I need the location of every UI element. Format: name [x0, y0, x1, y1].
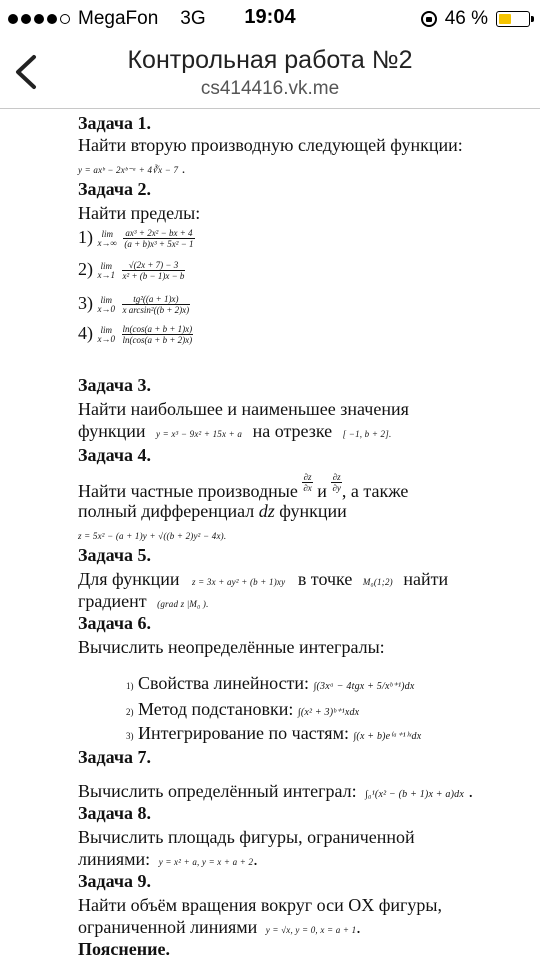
limit-operator [98, 296, 116, 314]
limit-item [78, 322, 193, 345]
integral-formula: ∫(x² + 3)ᵇ⁺¹xdx [297, 707, 360, 718]
lim-label: lim [100, 260, 112, 271]
lim-approach: x→0 [97, 303, 115, 314]
denominator: x² + (b − 1)x − b [122, 271, 185, 282]
status-bar [0, 0, 540, 36]
limit-fraction [122, 260, 186, 281]
orientation-lock-icon [421, 11, 437, 27]
integral-number: 2) [126, 707, 134, 717]
limit-item [78, 258, 185, 281]
task-4-text-part: Найти частные производные [78, 481, 298, 501]
task-8-formula: y = x² + a, y = x + a + 2 [158, 857, 254, 867]
task-5-point: M₀(1;2) [362, 577, 393, 587]
navigation-bar [0, 36, 540, 109]
task-1-formula: y = axᵇ − 2xᵇ⁻ᵃ + 4∛x − 7 [78, 165, 179, 175]
task-6-text: Вычислить неопределённые интегралы: [78, 637, 385, 657]
denominator: ∂x [303, 483, 312, 493]
battery-icon [496, 11, 530, 27]
task-3-line [78, 420, 391, 445]
integral-formula: ∫(x + b)e⁽ᵃ⁺¹⁾ˣdx [353, 731, 422, 742]
task-9-text: Найти объём вращения вокруг оси OX фигуры, [78, 895, 443, 915]
task-4-text-part: , а также [341, 481, 409, 501]
carrier-name: MegaFon [78, 8, 159, 29]
task-6-heading: Задача 6. [78, 613, 152, 633]
task-7-formula: ∫₀¹(x² − (b + 1)x + a)dx [365, 789, 465, 800]
task-7-heading: Задача 7. [78, 747, 152, 767]
numerator: ∂z [332, 472, 341, 482]
lim-approach: x→0 [97, 333, 115, 344]
lim-label: lim [100, 294, 112, 305]
limit-operator [98, 326, 116, 344]
lim-label: lim [101, 228, 113, 239]
network-type: 3G [180, 8, 206, 29]
task-4-dz: dz [258, 501, 275, 521]
page-title: Контрольная работа №2 [127, 46, 413, 74]
battery-percent: 46 % [444, 8, 488, 29]
task-3-formula: y = x³ − 9x² + 15x + a [156, 429, 243, 439]
integral-number: 1) [126, 681, 134, 691]
limit-fraction [122, 324, 194, 345]
partial-derivative-y [331, 472, 341, 493]
numerator: ax³ + 2x² − bx + 4 [125, 228, 193, 239]
task-3-text-part: на отрезке [252, 421, 333, 441]
numerator: tg²((a + 1)x) [122, 294, 191, 305]
task-8-end: . [253, 849, 258, 869]
limit-number: 2) [78, 259, 93, 279]
integral-item [126, 698, 359, 724]
denominator: x arcsin²((b + 2)x) [122, 305, 190, 316]
task-5-text-part: в точке [297, 569, 353, 589]
task-7-end: . [468, 781, 474, 801]
clock: 19:04 [244, 6, 296, 28]
numerator: √(2x + 7) − 3 [122, 260, 186, 271]
lim-label: lim [100, 324, 112, 335]
task-5-heading: Задача 5. [78, 545, 152, 565]
limit-operator [98, 262, 116, 280]
task-9-end: . [356, 917, 361, 937]
task-1-text: Найти вторую производную следующей функции: [78, 135, 463, 155]
task-4-text-part: и [317, 481, 327, 501]
task-4-heading: Задача 4. [78, 445, 152, 465]
lim-approach: x→1 [97, 269, 115, 280]
integral-item [126, 722, 421, 748]
task-5-text-part: найти [403, 569, 449, 589]
integral-label: Метод подстановки: [138, 699, 294, 719]
task-3-interval: [ −1, b + 2]. [342, 429, 392, 439]
task-5-text-part: Для функции [78, 569, 180, 589]
denominator: (a + b)x³ + 5x² − 1 [124, 239, 194, 250]
integral-label: Интегрирование по частям: [138, 723, 349, 743]
numerator: ∂z [303, 472, 312, 482]
limit-number: 1) [78, 227, 93, 247]
limit-item [78, 226, 195, 249]
integral-item [126, 672, 415, 698]
task-5-gradient: (grad z |M₀ ). [157, 599, 209, 609]
task-3-text: Найти наибольшее и наименьшее значения [78, 399, 409, 419]
task-5-formula: z = 3x + ay² + (b + 1)xy [192, 577, 286, 587]
status-right [421, 8, 530, 30]
task-4-text-part: полный дифференциал [78, 501, 255, 521]
limit-number: 3) [78, 293, 93, 313]
task-9-heading: Задача 9. [78, 871, 152, 891]
integral-formula: ∫(3xᵃ − 4tgx + 5/xᵇ⁺¹)dx [313, 681, 415, 692]
task-8-heading: Задача 8. [78, 803, 152, 823]
task-1-heading: Задача 1. [78, 113, 152, 133]
numerator: ln(cos(a + b + 1)x) [122, 324, 193, 335]
integral-number: 3) [126, 731, 134, 741]
task-4-formula: z = 5x² − (a + 1)y + √((b + 2)y² − 4x). [78, 531, 227, 541]
limit-fraction [123, 228, 194, 249]
task-8-text: Вычислить площадь фигуры, ограниченной [78, 827, 415, 847]
limit-number: 4) [78, 323, 93, 343]
task-8-text-part: линиями: [78, 849, 151, 869]
task-3-text-part: функции [78, 421, 146, 441]
task-1-formula-row: y = axᵇ − 2xᵇ⁻ᵃ + 4∛x − 7 . [78, 162, 186, 177]
task-3-heading: Задача 3. [78, 375, 152, 395]
task-4-line [78, 472, 409, 502]
task-4-text-part: функции [279, 501, 347, 521]
explanation-heading: Пояснение. [78, 939, 170, 959]
task-9-formula: y = √x, y = 0, x = a + 1 [265, 925, 357, 935]
denominator: ∂y [332, 483, 341, 493]
denominator: ln(cos(a + b + 2)x) [122, 335, 193, 346]
limit-operator [98, 230, 117, 248]
battery-fill [499, 14, 511, 24]
task-9-text-part: ограниченной линиями [78, 917, 258, 937]
task-5-text-part: градиент [78, 591, 147, 611]
lim-approach: x→∞ [97, 237, 117, 248]
limit-fraction [122, 294, 191, 315]
limit-item [78, 292, 190, 315]
integral-label: Свойства линейности: [138, 673, 310, 693]
task-2-text: Найти пределы: [78, 203, 201, 223]
task-7-text: Вычислить определённый интеграл: [78, 781, 357, 801]
partial-derivative-x [302, 472, 312, 493]
task-4-line [78, 500, 347, 522]
page-url: cs414416.vk.me [200, 78, 340, 99]
task-2-heading: Задача 2. [78, 179, 152, 199]
